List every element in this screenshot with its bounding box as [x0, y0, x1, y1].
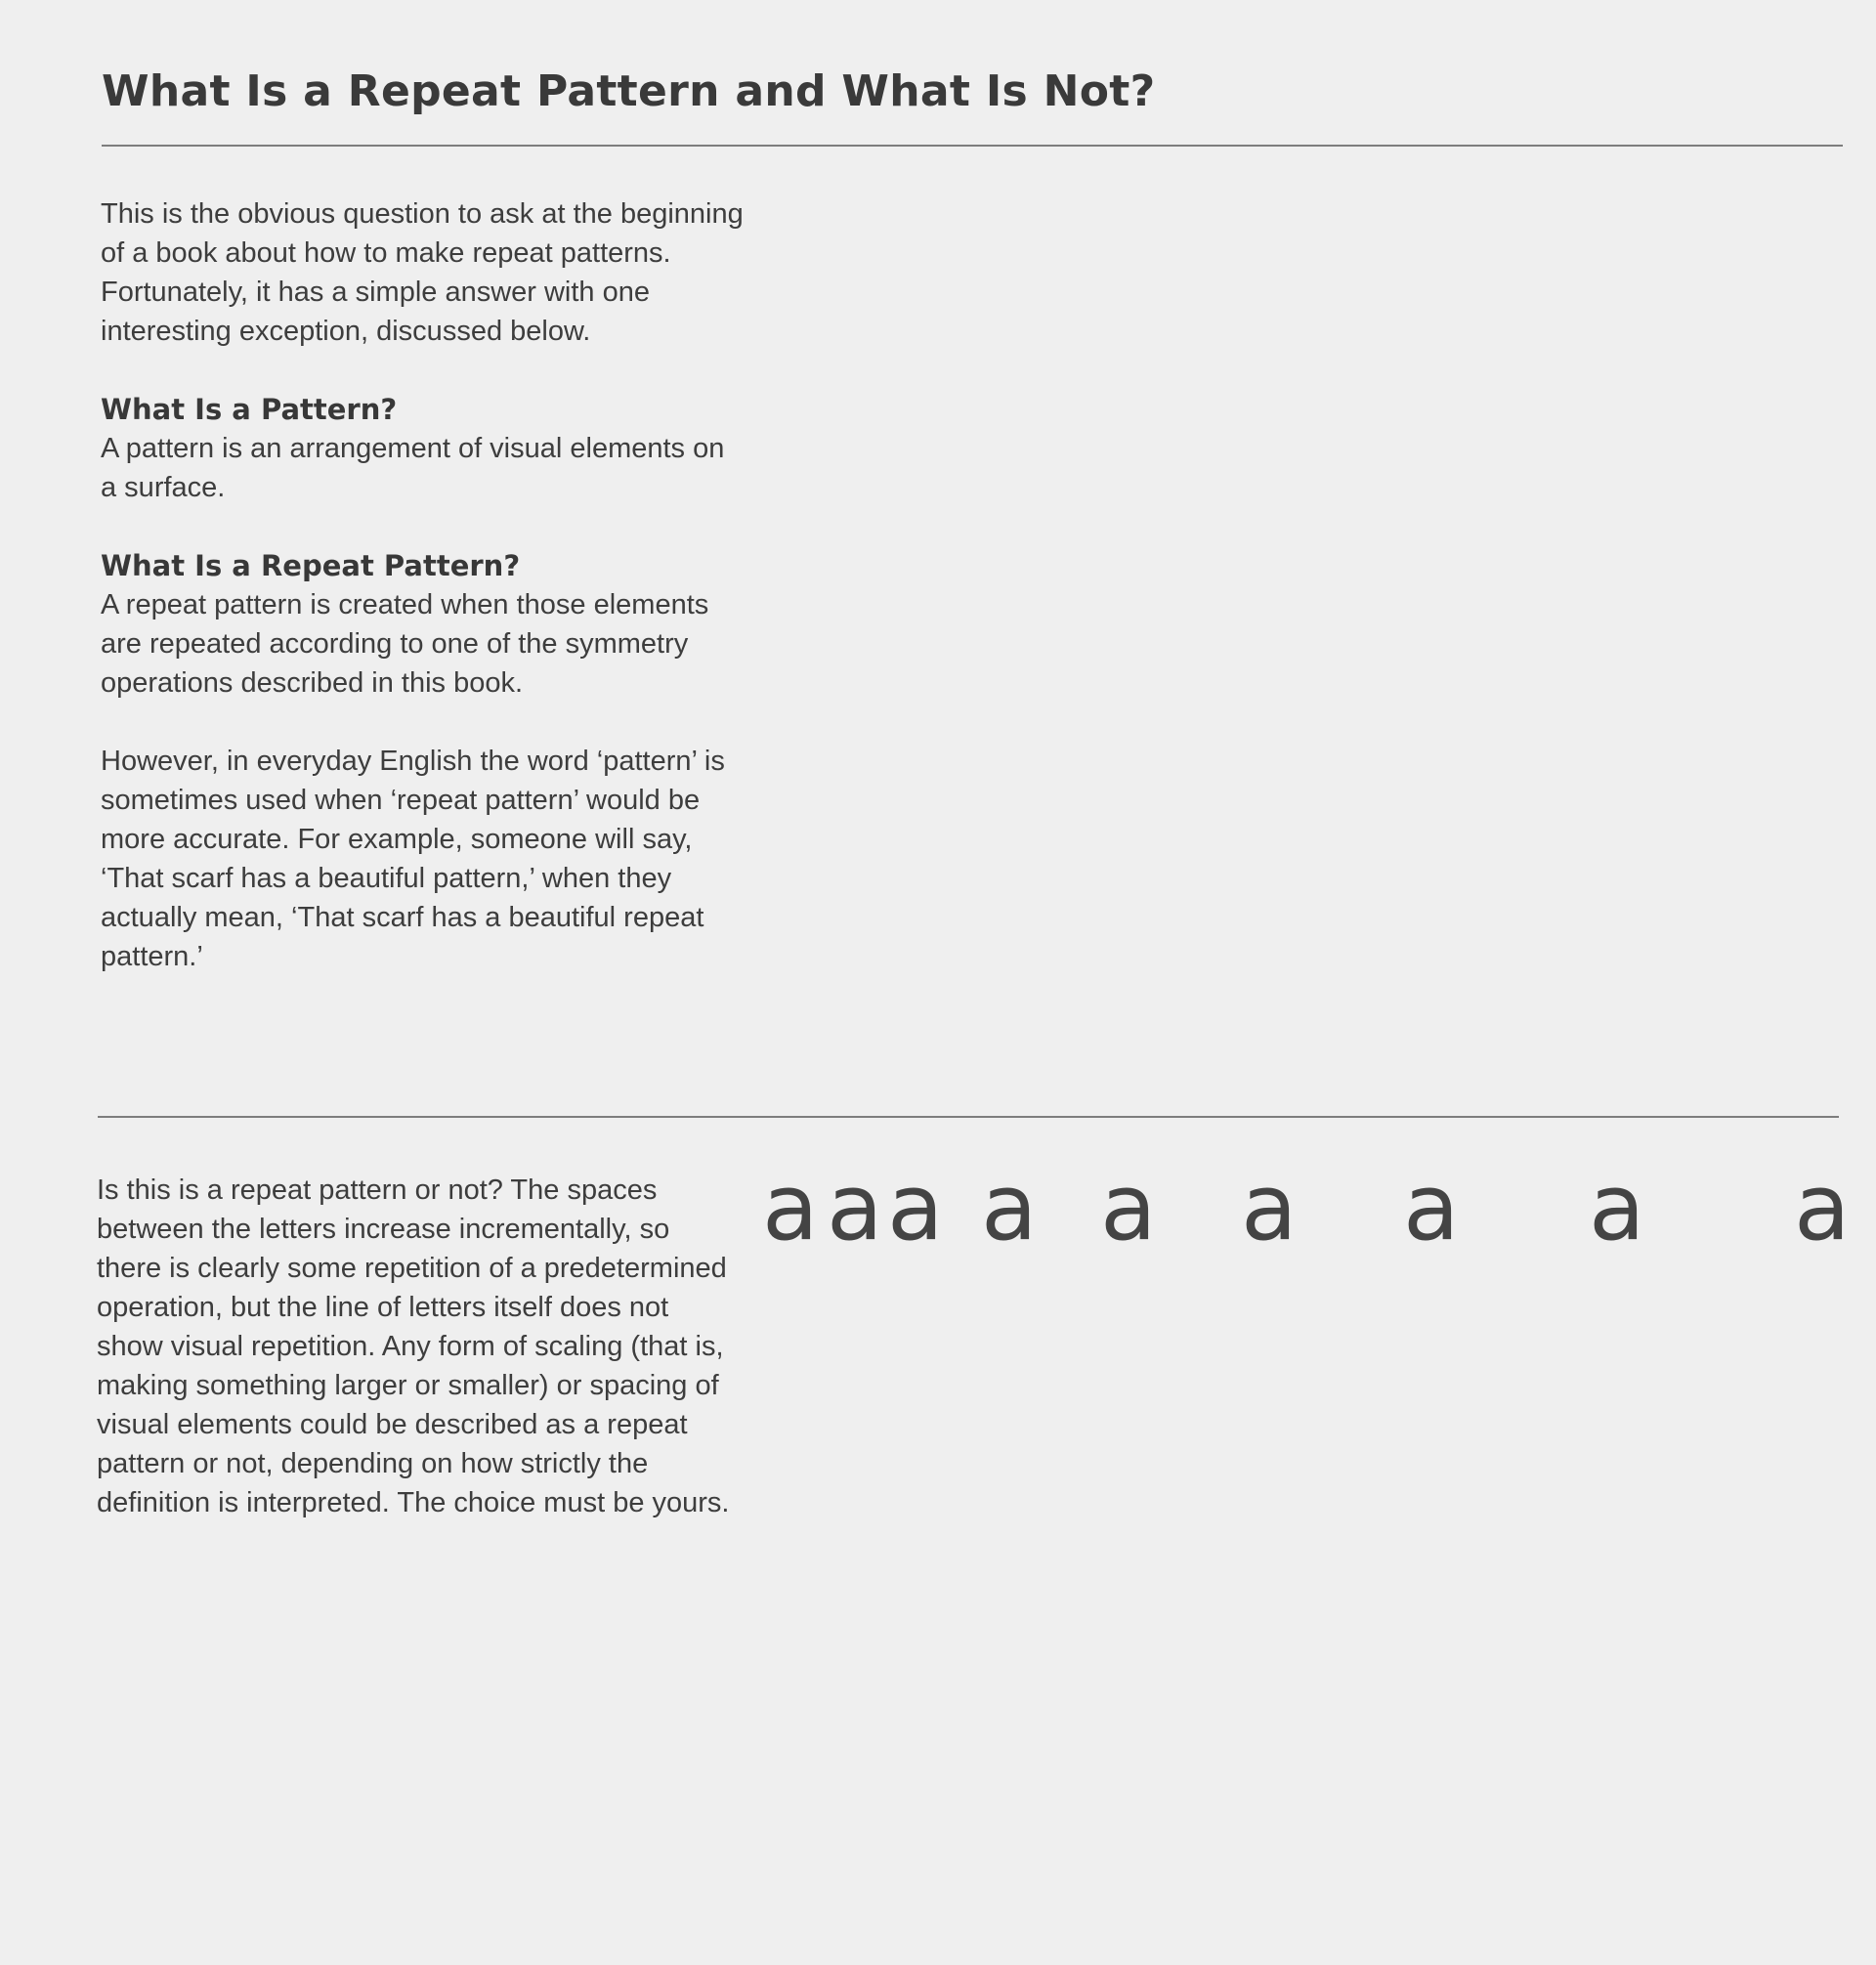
- intro-column: [101, 194, 746, 976]
- letter-a-9: a: [1794, 1155, 1851, 1261]
- intro-paragraph: This is the obvious question to ask at the beginning of a book about how to make repeat patterns. Fortunately, it has a simple answer with one interesting exception, discussed below.: [101, 198, 744, 347]
- letter-a-5: a: [1100, 1155, 1157, 1261]
- however-paragraph: However, in everyday English the word ‘pattern’ is sometimes used when ‘repeat pattern’ would be more accurate. For example, someone will say, ‘That scarf has a beautiful pattern,’ when they actually mean, ‘That scarf has a beautiful repeat pattern.’: [101, 746, 725, 972]
- letter-a-4: a: [981, 1155, 1038, 1261]
- pattern-heading: What Is a Pattern?: [101, 393, 398, 426]
- pattern-body: A pattern is an arrangement of visual elements on a surface.: [101, 433, 725, 503]
- letter-a-3: a: [887, 1155, 944, 1261]
- middle-divider: [98, 1116, 1839, 1118]
- letter-a-8: a: [1589, 1155, 1645, 1261]
- page-title: What Is a Repeat Pattern and What Is Not?: [102, 66, 1156, 116]
- repeat-pattern-body: A repeat pattern is created when those elements are repeated according to one of the symmetry operations described in this book.: [101, 589, 709, 699]
- question-paragraph: Is this is a repeat pattern or not? The spaces between the letters increase incrementally, so there is clearly some repetition of a predetermined operation, but the line of letters itself does not show visual repetition. Any form of scaling (that is, making something larger or smaller) or spacing of visual elements could be described as a repeat pattern or not, depending on how strictly the definition is interpreted. The choice must be yours.: [97, 1175, 730, 1518]
- letter-a-1: a: [762, 1155, 819, 1261]
- letter-a-7: a: [1403, 1155, 1460, 1261]
- letter-a-2: a: [827, 1155, 883, 1261]
- letter-a-6: a: [1241, 1155, 1298, 1261]
- repeat-pattern-heading: What Is a Repeat Pattern?: [101, 549, 521, 582]
- top-divider: [102, 145, 1843, 147]
- question-column: [97, 1171, 742, 1522]
